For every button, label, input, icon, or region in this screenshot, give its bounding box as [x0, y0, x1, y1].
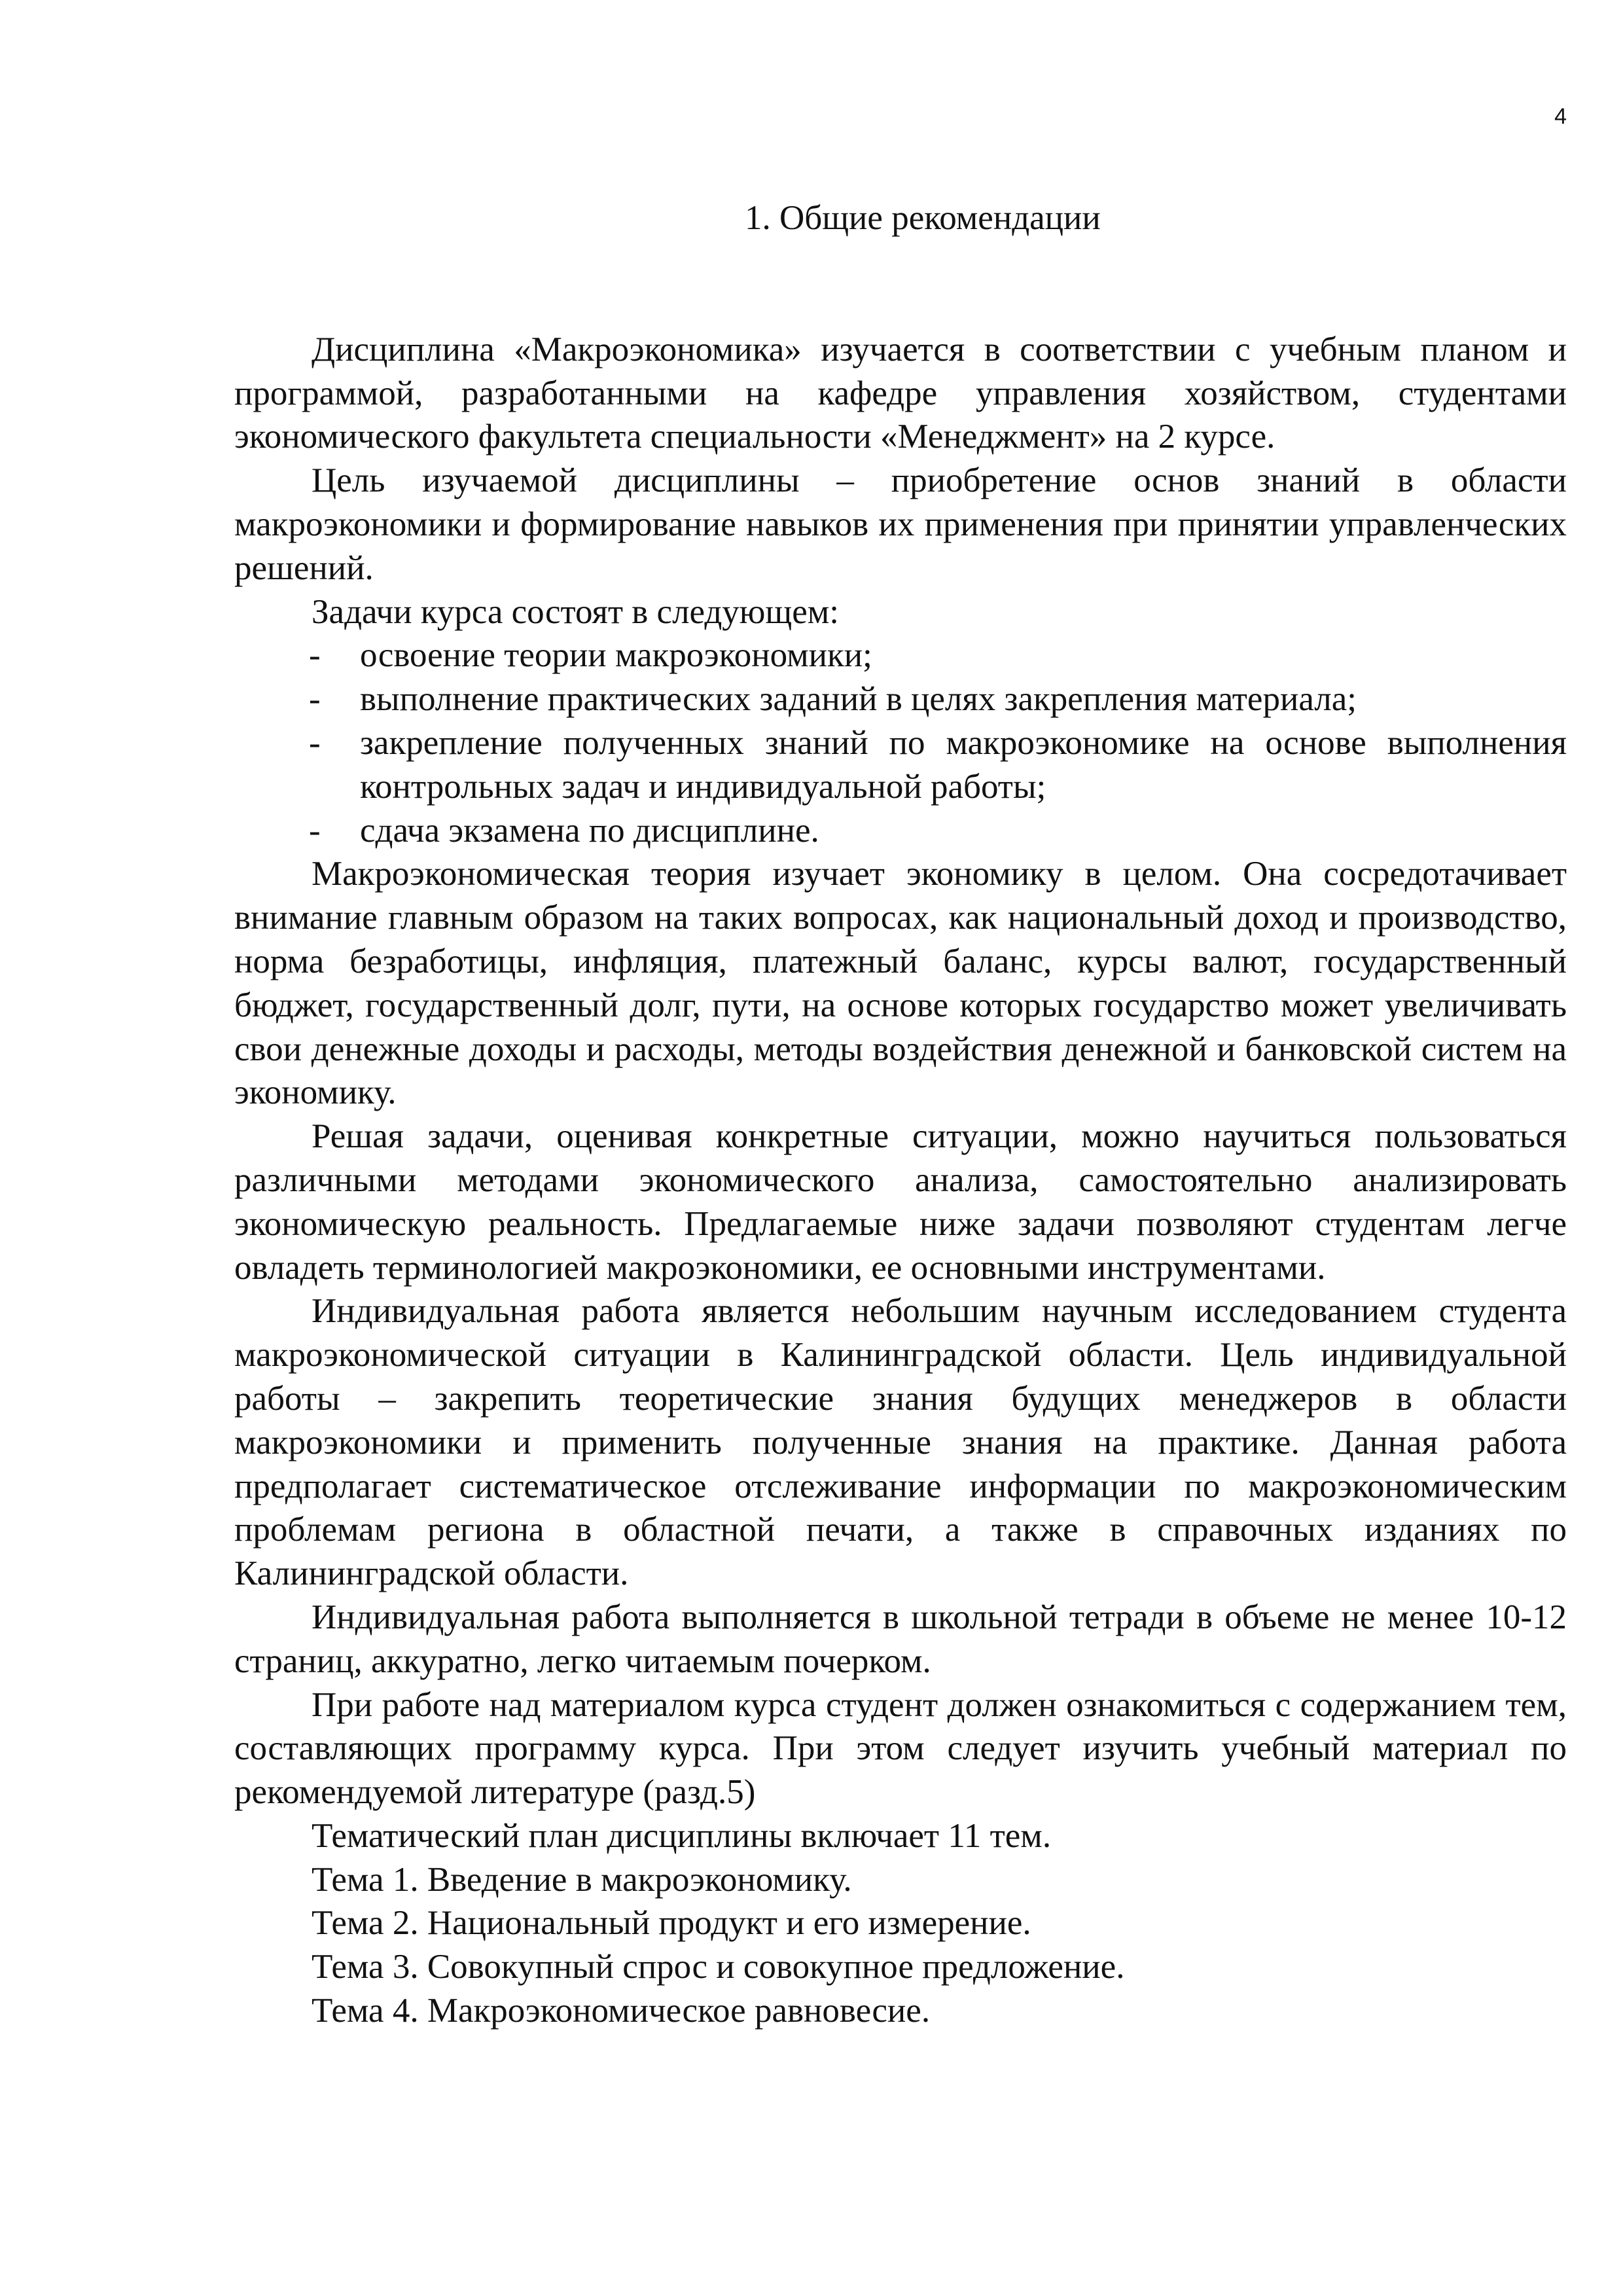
tasks-list [234, 634, 1567, 852]
topic-item: Тема 2. Национальный продукт и его измерение. [312, 1904, 1031, 1943]
list-item [234, 809, 1567, 853]
page-number: 4 [1554, 104, 1567, 129]
paragraph-discipline: Дисциплина «Макроэкономика» изучается в соответствии с учебным планом и программой, разработанными на кафедре управления хозяйством, студентами экономического факультета специальности «Менеджмент» на 2 курсе. [234, 330, 1567, 456]
list-item-text: освоение теории макроэкономики; [360, 636, 872, 675]
list-item-text: закрепление полученных знаний по макроэкономике на основе выполнения контрольных задач и индивидуальной работы; [360, 723, 1567, 806]
list-item [234, 634, 1567, 677]
list-item-text: выполнение практических заданий в целях закрепления материала; [360, 680, 1357, 719]
topic-item: Тема 1. Введение в макроэкономику. [312, 1860, 852, 1899]
paragraph-individual-work: Индивидуальная работа является небольшим научным исследованием студента макроэкономической ситуации в Калининградской области. Цель индивидуальной работы – закрепить теоретические знания будущих менеджеров в области макроэкономики и применить полученные знания на практике. Данная работа предполагает систематическое отслеживание информации по макроэкономическим проблемам региона в областной печати, а также в справочных изданиях по Калининградской области. [234, 1292, 1567, 1593]
paragraph-macro-theory: Макроэкономическая теория изучает экономику в целом. Она сосредотачивает внимание главным образом на таких вопросах, как национальный доход и производство, норма безработицы, инфляция, платежный баланс, курсы валют, государственный бюджет, государственный долг, пути, на основе которых государство может увеличивать свои денежные доходы и расходы, методы воздействия денежной и банковской систем на экономику. [234, 855, 1567, 1112]
dash-bullet: - [309, 723, 321, 762]
dash-bullet: - [309, 811, 321, 850]
document-body [234, 196, 1567, 2033]
paragraph-individual-work-format: Индивидуальная работа выполняется в школьной тетради в объеме не менее 10-12 страниц, аккуратно, легко читаемым почерком. [234, 1598, 1567, 1680]
section-heading: 1. Общие рекомендации [745, 199, 1101, 237]
topic-item: Тема 4. Макроэкономическое равновесие. [312, 1992, 931, 2030]
list-item [234, 721, 1567, 809]
paragraph-tasks-intro: Задачи курса состоят в следующем: [312, 592, 839, 631]
dash-bullet: - [309, 636, 321, 675]
paragraph-solving-tasks: Решая задачи, оценивая конкретные ситуации, можно научиться пользоваться различными методами экономического анализа, самостоятельно анализировать экономическую реальность. Предлагаемые ниже задачи позволяют студентам легче овладеть терминологией макроэкономики, ее основными инструментами. [234, 1117, 1567, 1287]
paragraph-course-material: При работе над материалом курса студент должен ознакомиться с содержанием тем, составляющих программу курса. При этом следует изучить учебный материал по рекомендуемой литературе (разд.5) [234, 1685, 1567, 1812]
list-item [234, 677, 1567, 721]
paragraph-goal: Цель изучаемой дисциплины – приобретение основ знаний в области макроэкономики и формирование навыков их применения при принятии управленческих решений. [234, 461, 1567, 587]
topic-item: Тема 3. Совокупный спрос и совокупное предложение. [312, 1948, 1125, 1986]
dash-bullet: - [309, 680, 321, 719]
list-item-text: сдача экзамена по дисциплине. [360, 811, 819, 850]
paragraph-thematic-plan: Тематический план дисциплины включает 11 тем. [312, 1816, 1052, 1855]
